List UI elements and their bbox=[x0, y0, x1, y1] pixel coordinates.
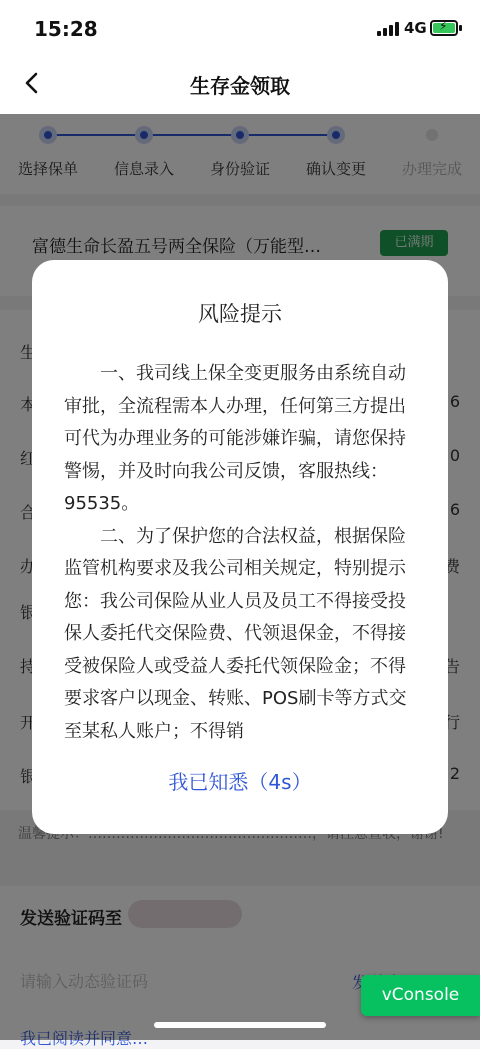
battery-icon: ⚡ bbox=[430, 20, 458, 36]
network-type: 4G bbox=[404, 19, 427, 37]
battery-tip bbox=[459, 25, 462, 31]
status-time: 15:28 bbox=[34, 17, 98, 41]
dialog-title: 风险提示 bbox=[198, 302, 282, 326]
confirm-button[interactable]: 我已知悉（4s） bbox=[168, 770, 312, 794]
nav-bar bbox=[0, 56, 480, 114]
vconsole-button[interactable]: vConsole bbox=[361, 975, 480, 1016]
signal-icon bbox=[377, 22, 399, 36]
dialog-paragraph: 一、我司线上保全变更服务由系统自动审批，全流程需本人办理，任何第三方提出可代为办理业务的可能涉嫌诈骗，请您保持警惕，并及时向我公司反馈，客服热线：95535。 bbox=[64, 363, 406, 514]
page-title: 生存金领取 bbox=[190, 74, 290, 98]
risk-dialog bbox=[32, 260, 448, 834]
dialog-paragraph: 二、为了保护您的合法权益，根据保险监管机构要求及我公司相关规定，特别提示您：我公司保险从业人员及员工不得接受投保人委托代交保险费、代领退保金，不得接受被保险人或受益人委托代领保险金；不得要求客户以现金、转账、POS刷卡等方式交至某私人账户；不得销 bbox=[64, 525, 407, 742]
status-bar bbox=[0, 0, 480, 56]
dialog-body[interactable] bbox=[64, 358, 416, 742]
home-indicator bbox=[154, 1022, 326, 1028]
